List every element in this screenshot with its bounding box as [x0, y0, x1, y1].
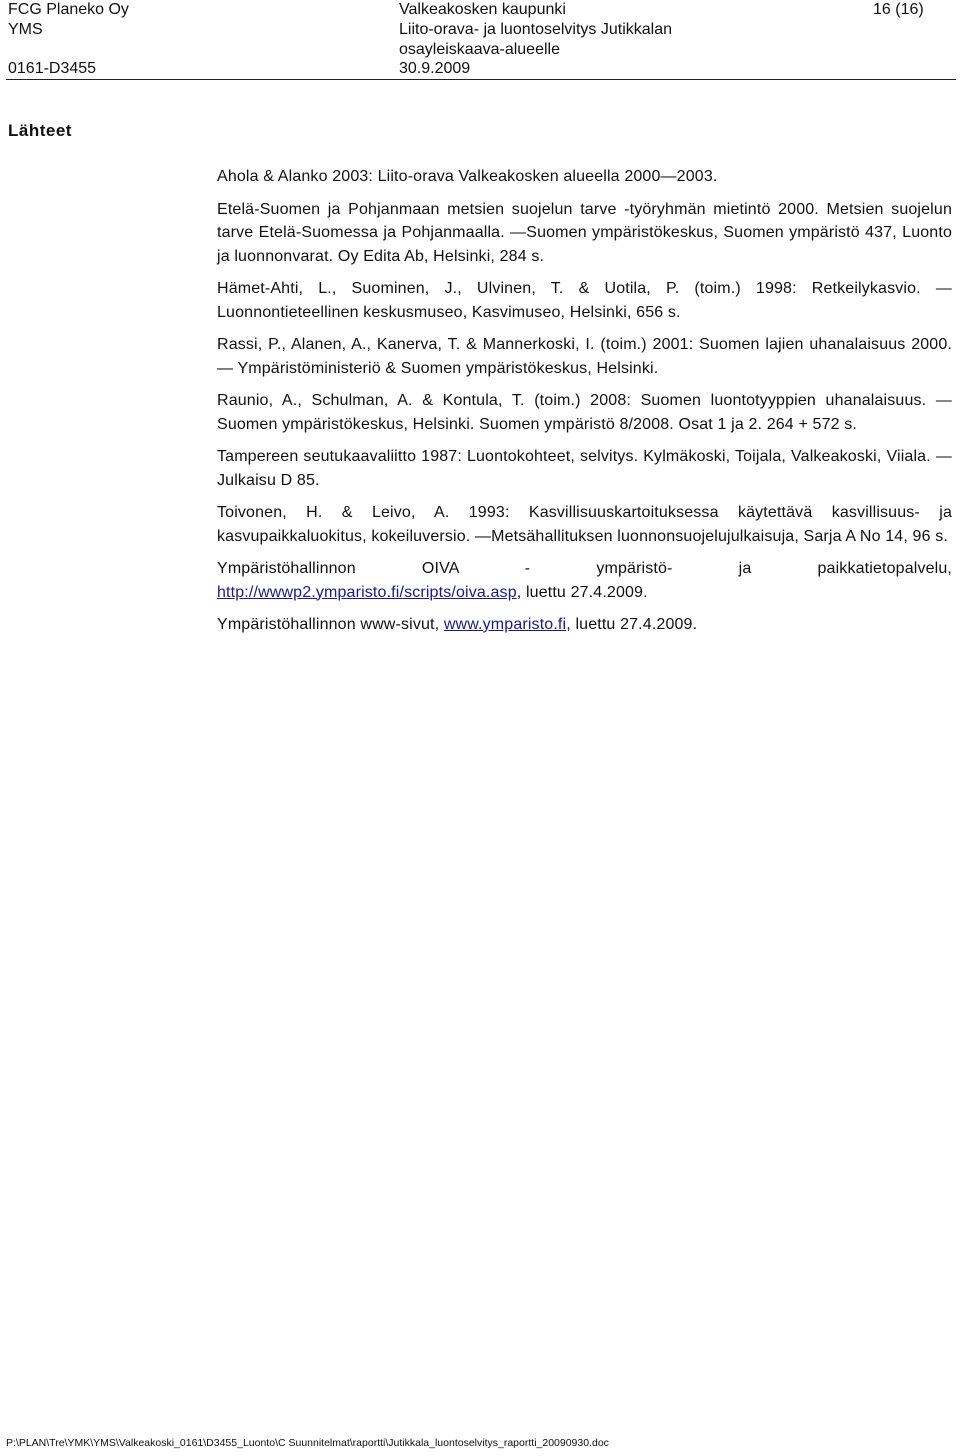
reference-item: Rassi, P., Alanen, A., Kanerva, T. & Mannerkoski, I. (toim.) 2001: Suomen lajien uhanalaisuus 2000. — Ympäristöministeriö & Suomen ympäristökeskus, Helsinki.	[217, 336, 952, 377]
reference-item: Toivonen, H. & Leivo, A. 1993: Kasvillisuuskartoituksessa käytettävä kasvillisuus- ja kasvupaikkaluokitus, kokeiluversio. —Metsähallituksen luonnonsuojelujulkaisuja, Sarja A No 14, 96 s.	[217, 504, 952, 545]
ymparisto-link[interactable]: www.ymparisto.fi	[443, 616, 567, 633]
report-date: 30.9.2009	[399, 60, 471, 77]
reference-prefix: Ympäristöhallinnon www-sivut,	[217, 616, 444, 633]
header-right	[873, 0, 924, 20]
reference-suffix: , luettu 27.4.2009.	[516, 583, 648, 601]
reference-item: Raunio, A., Schulman, A. & Kontula, T. (toim.) 2008: Suomen luontotyyppien uhanalaisuus. —Suomen ympäristökeskus, Helsinki. Suomen ympäristö 8/2008. Osat 1 ja 2. 264 + 572 s.	[217, 392, 952, 433]
page-header	[0, 0, 960, 80]
page-number: 16 (16)	[873, 1, 924, 18]
header-center	[399, 0, 672, 60]
reference-item: Tampereen seutukaavaliitto 1987: Luontokohteet, selvitys. Kylmäkoski, Toijala, Valkeakoski, Viiala. —Julkaisu D 85.	[217, 448, 952, 489]
project-code: 0161-D3455	[8, 60, 97, 77]
reference-item-ymparisto	[217, 613, 952, 637]
oiva-link[interactable]: http://wwwp2.ymparisto.fi/scripts/oiva.asp	[217, 583, 517, 601]
reference-item-oiva	[217, 557, 952, 604]
reference-item: Hämet-Ahti, L., Suominen, J., Ulvinen, T. & Uotila, P. (toim.) 1998: Retkeilykasvio. —Luonnontieteellinen keskusmuseo, Kasvimuseo, Helsinki, 656 s.	[217, 280, 952, 321]
unit-name: YMS	[8, 21, 43, 38]
reference-prefix: Ympäristöhallinnon OIVA - ympäristö- ja paikkatietopalvelu,	[217, 560, 952, 577]
client-name: Valkeakosken kaupunki	[399, 1, 566, 18]
section-heading: Lähteet	[8, 121, 72, 140]
reference-suffix: , luettu 27.4.2009.	[566, 616, 698, 633]
report-title-line2: osayleiskaava-alueelle	[399, 41, 560, 58]
reference-item: Ahola & Alanko 2003: Liito-orava Valkeakosken alueella 2000—2003.	[217, 168, 718, 185]
reference-item: Etelä-Suomen ja Pohjanmaan metsien suojelun tarve -työryhmän mietintö 2000. Metsien suojelun tarve Etelä-Suomessa ja Pohjanmaalla. —Suomen ympäristökeskus, Suomen ympäristö 437, Luonto ja luonnonvarat. Oy Edita Ab, Helsinki, 284 s.	[217, 200, 952, 265]
reference-list	[217, 165, 952, 646]
report-title-line1: Liito-orava- ja luontoselvitys Jutikkalan	[399, 21, 673, 38]
file-path-footer: P:\PLAN\Tre\YMK\YMS\Valkeakoski_0161\D3455_Luonto\C Suunnitelmat\raportti\Jutikkala_luontoselvitys_raportti_20090930.doc	[6, 1437, 609, 1449]
company-name: FCG Planeko Oy	[8, 1, 129, 18]
header-left	[8, 0, 129, 40]
header-divider	[6, 79, 956, 80]
